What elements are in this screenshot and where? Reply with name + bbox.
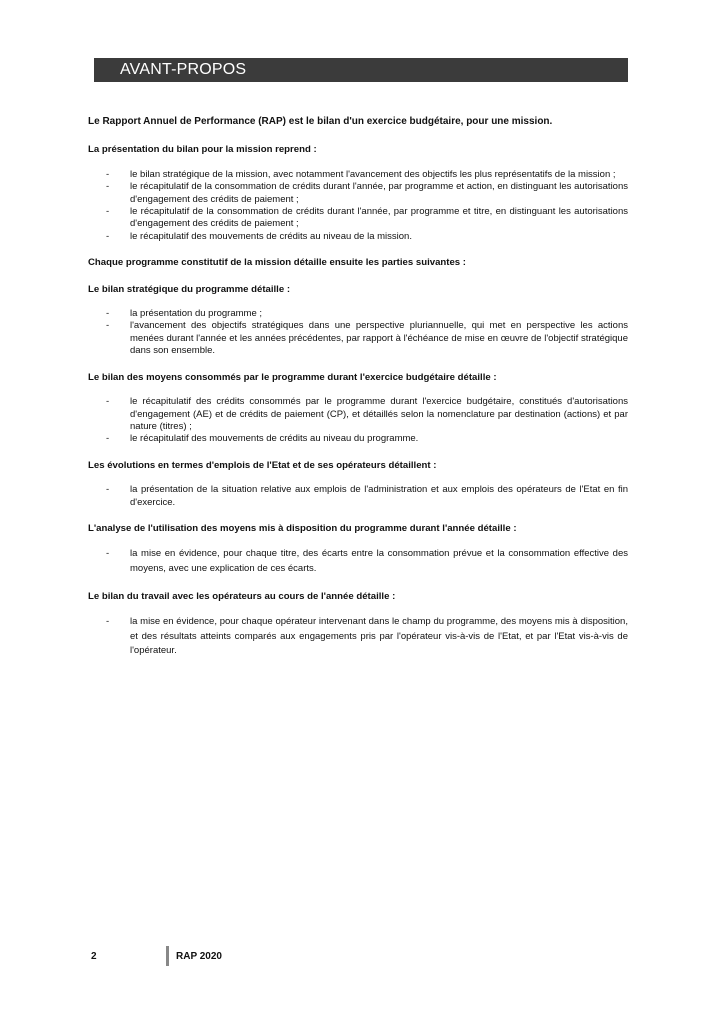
list-item: - la mise en évidence, pour chaque opérateur intervenant dans le champ du programme, des moyens mis à disposition, et des résultats atteints comparés aux engagements pris par l'opérateur vis-à-vis de l'Etat, et par l'Etat vis-à-vis de l'opérateur.: [106, 615, 628, 657]
section-heading: Chaque programme constitutif de la mission détaille ensuite les parties suivantes :: [88, 257, 466, 269]
section-operateurs: [88, 591, 628, 659]
bullet-list: [88, 615, 628, 659]
footer-divider: [166, 946, 169, 966]
bullet-list: [88, 484, 628, 509]
intro-paragraph: Le Rapport Annuel de Performance (RAP) est le bilan d'un exercice budgétaire, pour une mission.: [88, 116, 553, 127]
section-heading: La présentation du bilan pour la mission reprend :: [88, 144, 317, 156]
section-bilan-moyens: [88, 372, 628, 446]
section-heading: Le bilan du travail avec les opérateurs au cours de l'année détaille :: [88, 590, 396, 602]
section-analyse: [88, 523, 628, 577]
list-item: - le récapitulatif de la consommation de crédits durant l'année, par programme et titre, en distinguant les autorisations d'engagement des crédits de paiement ;: [106, 206, 628, 230]
section-mission: [88, 144, 628, 243]
list-item: - la présentation de la situation relative aux emplois de l'administration et aux emplois des opérateurs de l'Etat en fin d'exercice.: [106, 484, 628, 508]
list-item: - le récapitulatif des mouvements de crédits au niveau de la mission.: [106, 230, 412, 242]
list-item: - la présentation du programme ;: [106, 308, 263, 320]
footer-label: RAP 2020: [176, 951, 222, 962]
page-number: 2: [91, 951, 97, 962]
section-header-band: [94, 58, 628, 82]
list-item: - le récapitulatif des mouvements de crédits au niveau du programme.: [106, 433, 419, 445]
section-bilan-strategique: [88, 284, 628, 358]
section-emplois: [88, 460, 628, 509]
bullet-list: [88, 308, 628, 358]
section-programme-intro: [88, 257, 628, 269]
section-heading: Les évolutions en termes d'emplois de l'Etat et de ses opérateurs détaillent :: [88, 459, 437, 471]
section-heading: Le bilan des moyens consommés par le programme durant l'exercice budgétaire détaille :: [88, 371, 497, 383]
bullet-list: [88, 396, 628, 446]
list-item: - le récapitulatif de la consommation de crédits durant l'année, par programme et action, en distinguant les autorisations d'engagement des crédits de paiement ;: [106, 181, 628, 205]
list-item: - le bilan stratégique de la mission, avec notamment l'avancement des objectifs les plus représentatifs de la mission ;: [106, 168, 616, 180]
section-heading: Le bilan stratégique du programme détaille :: [88, 283, 291, 295]
list-item: - la mise en évidence, pour chaque titre, des écarts entre la consommation prévue et la consommation effective des moyens, avec une explication de ces écarts.: [106, 548, 628, 574]
list-item: - le récapitulatif des crédits consommés par le programme durant l'exercice budgétaire, constitués d'autorisations d'engagement (AE) et de crédits de paiement (CP), et détaillés selon la nomenclature par destination (actions) et par nature (titres) ;: [106, 396, 628, 432]
bullet-list: [88, 169, 628, 243]
page-title: AVANT-PROPOS: [120, 61, 247, 78]
document-body: [88, 116, 628, 673]
section-heading: L'analyse de l'utilisation des moyens mis à disposition du programme durant l'année détaille :: [88, 522, 517, 534]
list-item: - l'avancement des objectifs stratégiques dans une perspective pluriannuelle, qui met en perspective les actions menées durant l'année et les années précédentes, par rapport à l'échéance de mise en œuvre de l'objectif stratégique dans son ensemble.: [106, 320, 628, 357]
bullet-list: [88, 547, 628, 576]
